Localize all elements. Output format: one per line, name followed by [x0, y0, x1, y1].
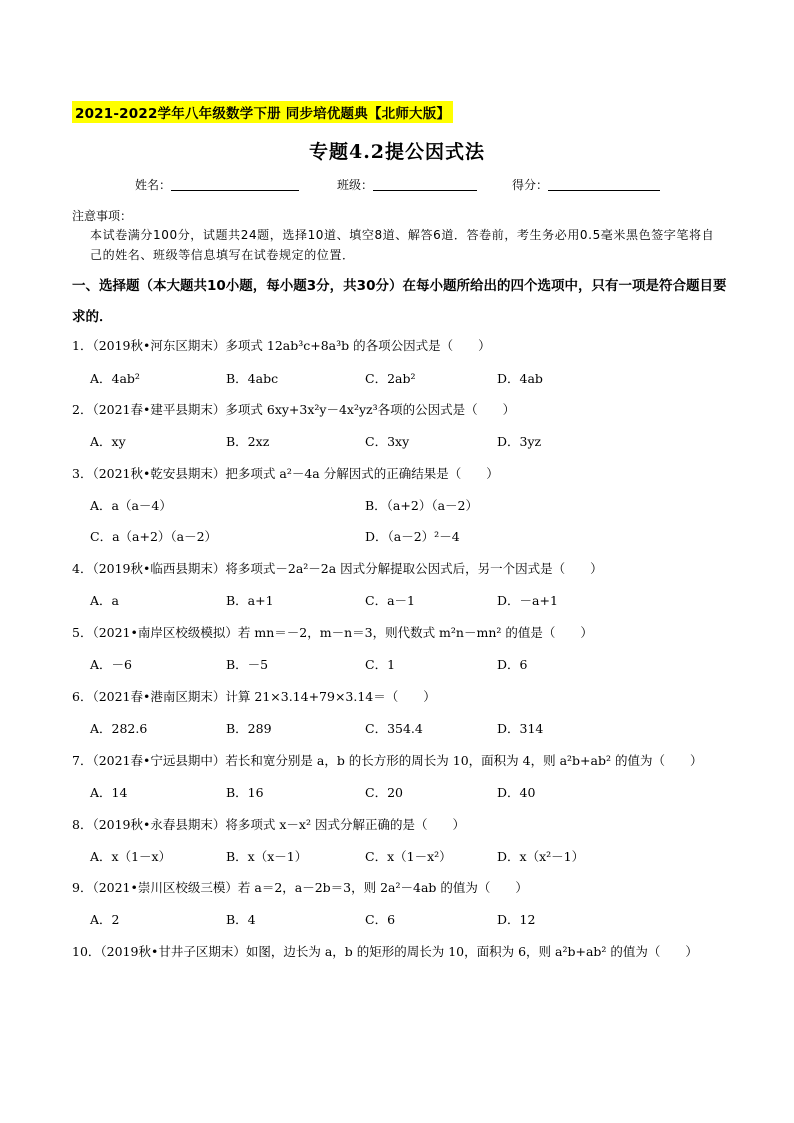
- question-7: [72, 751, 702, 769]
- option-a: A．2: [90, 912, 120, 927]
- question-8: [72, 815, 465, 833]
- question-stem: 将多项式－2a²－2a 因式分解提取公因式后，另一个因式是（ ）: [225, 561, 603, 576]
- question-number: 8．: [72, 817, 93, 832]
- name-label: 姓名：: [135, 178, 172, 192]
- option-a: A．－6: [90, 657, 132, 672]
- question-stem: 多项式 6xy+3x²y－4x²yz³各项的公因式是（ ）: [225, 402, 516, 417]
- option-c: C．20: [365, 785, 403, 800]
- name-field: [135, 176, 299, 193]
- question-number: 5．: [72, 625, 93, 640]
- question-source: （2021•南岸区校级模拟）: [92, 625, 238, 640]
- option-d: D．12: [497, 912, 536, 927]
- score-field: [512, 176, 660, 193]
- question-source: （2021春•港南区期末）: [92, 689, 226, 704]
- question-number: 7．: [72, 753, 93, 768]
- option-b: B．4: [226, 912, 256, 927]
- question-stem: 计算 21×3.14+79×3.14＝（ ）: [225, 689, 436, 704]
- option-b: B．x（x－1）: [226, 849, 308, 864]
- option-b: B．－5: [226, 657, 269, 672]
- class-label: 班级：: [337, 178, 374, 192]
- question-5: [72, 623, 593, 641]
- section-heading: 一、选择题（本大题共10小题，每小题3分，共30分）在每小题所给出的四个选项中，只有一项是符合题目要求的．: [72, 278, 727, 325]
- question-source: （2021秋•乾安县期末）: [92, 466, 226, 481]
- question-source: （2021春•宁远县期中）: [92, 753, 226, 768]
- class-blank: [373, 178, 477, 191]
- option-d: D．（a－2）²－4: [365, 529, 460, 544]
- question-stem: 若 a＝2，a－2b＝3，则 2a²－4ab 的值为（ ）: [237, 880, 528, 895]
- question-stem: 若 mn＝－2，m－n＝3，则代数式 m²n－mn² 的值是（ ）: [237, 625, 593, 640]
- question-stem: 将多项式 x－x² 因式分解正确的是（ ）: [225, 817, 465, 832]
- page-title: 专题4.2提公因式法: [308, 141, 486, 163]
- option-a: A．a（a－4）: [90, 498, 172, 513]
- question-source: （2021•崇川区校级三模）: [92, 880, 238, 895]
- question-number: 2．: [72, 402, 93, 417]
- option-d: D．314: [497, 721, 544, 736]
- option-b: B．289: [226, 721, 272, 736]
- option-c: C．a－1: [365, 593, 415, 608]
- option-c: C．6: [365, 912, 396, 927]
- option-c: C．a（a+2）（a－2）: [90, 529, 218, 544]
- option-d: D．6: [497, 657, 528, 672]
- question-source: （2019秋•河东区期末）: [92, 338, 226, 353]
- question-number: 9．: [72, 880, 93, 895]
- notes-body: 本试卷满分100分，试题共24题，选择10道、填空8道、解答6道．答卷前，考生务必用0.5毫米黑色签字笔将自己的姓名、班级等信息填写在试卷规定的位置．: [90, 228, 715, 262]
- question-stem: 多项式 12ab³c+8a³b 的各项公因式是（ ）: [225, 338, 491, 353]
- question-number: 6．: [72, 689, 93, 704]
- notes-title: 注意事项：: [72, 209, 133, 223]
- option-b: B．4abc: [226, 371, 279, 386]
- question-source: （2021春•建平县期末）: [92, 402, 226, 417]
- name-blank: [171, 178, 299, 191]
- option-c: C．3xy: [365, 434, 410, 449]
- question-source: （2019秋•临西县期末）: [92, 561, 226, 576]
- option-c: C．x（1－x²）: [365, 849, 452, 864]
- question-9: [72, 878, 528, 896]
- class-field: [337, 176, 477, 193]
- option-a: A．282.6: [90, 721, 148, 736]
- option-d: D．40: [497, 785, 536, 800]
- option-a: A．x（1－x）: [90, 849, 172, 864]
- question-6: [72, 687, 436, 705]
- question-stem: 若长和宽分别是 a，b 的长方形的周长为 10，面积为 4，则 a²b+ab² 的值为（ ）: [225, 753, 703, 768]
- question-4: [72, 559, 603, 577]
- option-a: A．14: [90, 785, 128, 800]
- option-c: C．1: [365, 657, 396, 672]
- option-c: C．2ab²: [365, 371, 416, 386]
- option-d: D．x（x²－1）: [497, 849, 585, 864]
- question-stem: 把多项式 a²－4a 分解因式的正确结果是（ ）: [225, 466, 499, 481]
- question-source: （2019秋•甘井子区期末）: [100, 944, 246, 959]
- option-b: B．2xz: [226, 434, 270, 449]
- question-number: 4．: [72, 561, 93, 576]
- option-a: A．4ab²: [90, 371, 140, 386]
- question-10: [72, 942, 698, 960]
- score-blank: [548, 178, 660, 191]
- question-number: 10．: [72, 944, 101, 959]
- option-d: D．4ab: [497, 371, 543, 386]
- question-source: （2019秋•永春县期末）: [92, 817, 226, 832]
- question-2: [72, 400, 515, 418]
- option-d: D．－a+1: [497, 593, 558, 608]
- question-number: 3．: [72, 466, 93, 481]
- question-3: [72, 464, 499, 482]
- question-stem: 如图，边长为 a，b 的矩形的周长为 10，面积为 6，则 a²b+ab² 的值为（ ）: [245, 944, 698, 959]
- option-b: B．（a+2）（a－2）: [365, 498, 478, 513]
- option-b: B．16: [226, 785, 264, 800]
- question-number: 1．: [72, 338, 93, 353]
- question-1: [72, 336, 491, 354]
- option-d: D．3yz: [497, 434, 542, 449]
- option-a: A．xy: [90, 434, 126, 449]
- header-banner: 2021-2022学年八年级数学下册 同步培优题典【北师大版】: [72, 101, 453, 123]
- score-label: 得分：: [512, 178, 549, 192]
- option-a: A．a: [90, 593, 119, 608]
- option-b: B．a+1: [226, 593, 274, 608]
- option-c: C．354.4: [365, 721, 423, 736]
